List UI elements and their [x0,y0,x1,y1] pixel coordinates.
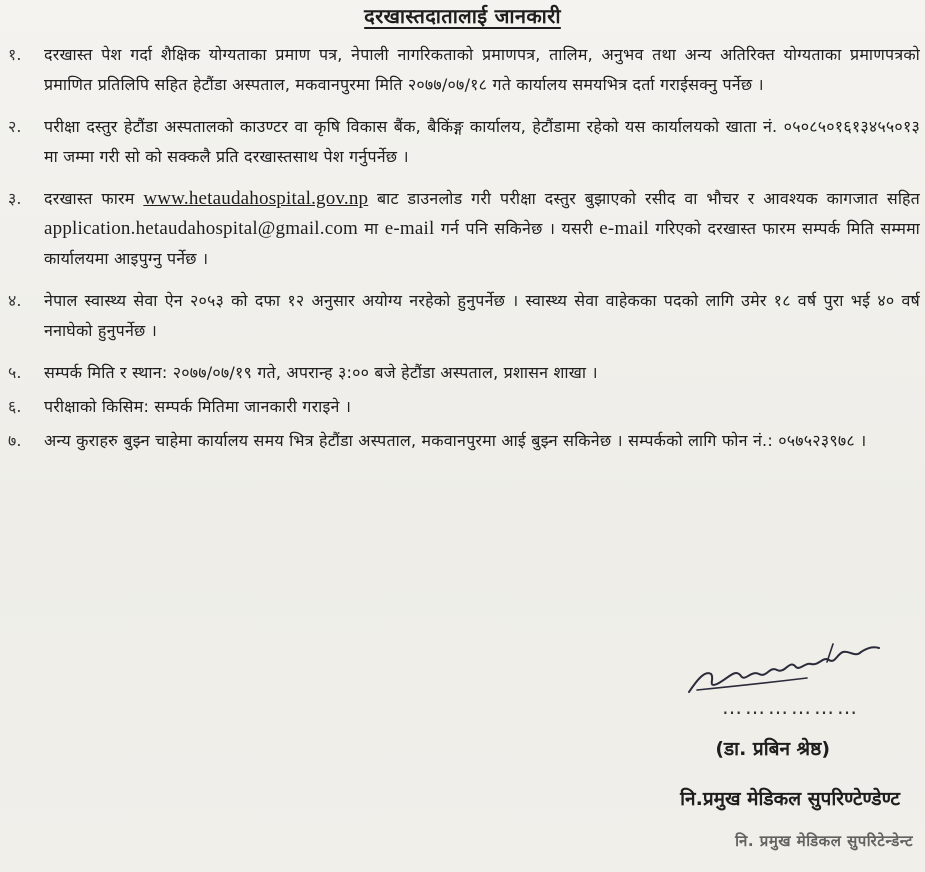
email-address: application.hetaudahospital@gmail.com [44,218,359,239]
item-number: १. [8,45,22,64]
item-text: नेपाल स्वास्थ्य सेवा ऐन २०५३ को दफा १२ अनुसार अयोग्य नरहेको हुनुपर्नेछ । स्वास्थ्य सेवा वाहेकका पदको लागि उमेर १८ वर्ष पुरा भई ४० वर्ष ननाघेको हुनुपर्नेछ । [44,291,920,340]
instruction-list [8,40,920,468]
item-text-part: गर्न पनि सकिनेछ । यसरी [434,219,600,238]
signatory-designation: नि.प्रमुख मेडिकल सुपरिण्टेण्डेण्ट [680,788,900,810]
item-number: ३. [8,189,22,208]
document-title: दरखास्तदातालाई जानकारी [364,4,561,28]
item-text: दरखास्त पेश गर्दा शैक्षिक योग्यताका प्रमाण पत्र, नेपाली नागरिकताको प्रमाणपत्र, तालिम, अनुभव तथा अन्य अतिरिक्त योग्यताका प्रमाणपत्रको प्रमाणित प्रतिलिपि सहित हेटौंडा अस्पताल, मकवानपुरमा मिति २०७७/०७/१८ गते कार्यालय समयभित्र दर्ता गराईसक्नु पर्नेछ । [44,45,920,94]
item-number: २. [8,117,22,136]
signatory-name: (डा. प्रबिन श्रेष्ठ) [715,738,830,760]
item-text: सम्पर्क मिति र स्थान: २०७७/०७/१९ गते, अपरान्ह ३:०० बजे हेटौंडा अस्पताल, प्रशासन शाखा । [44,363,598,382]
instruction-item-2 [8,112,920,172]
item-text-part: दरखास्त फारम [44,189,144,208]
item-text [44,184,920,274]
signature-line: ……………… [722,695,860,719]
item-text: परीक्षाको किसिम: सम्पर्क मितिमा जानकारी गराइने । [44,397,352,416]
instruction-item-3 [8,184,920,274]
item-text: अन्य कुराहरु बुझ्न चाहेमा कार्यालय समय भित्र हेटौंडा अस्पताल, मकवानपुरमा आई बुझ्न सकिनेछ । सम्पर्कको लागि फोन नं.: ०५७५२३९७८ । [44,431,867,450]
instruction-item-6 [8,392,920,422]
item-number: ४. [8,291,22,310]
website-link[interactable]: www.hetaudahospital.gov.np [143,188,369,209]
item-text-part: गरिएको दरखास्त फारम सम्पर्क मिति सम्ममा कार्यालयमा आइपुग्नु पर्नेछ । [44,219,921,268]
item-text: परीक्षा दस्तुर हेटौंडा अस्पतालको काउण्टर वा कृषि विकास बैंक, बैकिंङ्ग कार्यालय, हेटौंडामा रहेको यस कार्यालयको खाता नं. ०५०८५०१६१३४५५०१३ मा जम्मा गरी सो को सक्कलै प्रति दरखास्तसाथ पेश गर्नुपर्नेछ । [44,117,920,166]
instruction-item-4 [8,286,920,346]
item-text-part: मा [358,219,385,238]
instruction-item-1 [8,40,920,100]
item-text-part: बाट डाउनलोड गरी परीक्षा दस्तुर बुझाएको रसीद वा भौचर र आवश्यक कागजात सहित [368,189,920,208]
instruction-item-7 [8,426,920,456]
official-stamp: नि. प्रमुख मेडिकल सुपरिटेन्डेन्ट [735,832,913,850]
instruction-item-5 [8,358,920,388]
handwritten-signature [677,640,887,700]
item-number: ५. [8,363,22,382]
item-number: ६. [8,397,22,416]
email-word: e-mail [599,218,650,239]
email-word: e-mail [384,218,435,239]
item-number: ७. [8,431,22,450]
